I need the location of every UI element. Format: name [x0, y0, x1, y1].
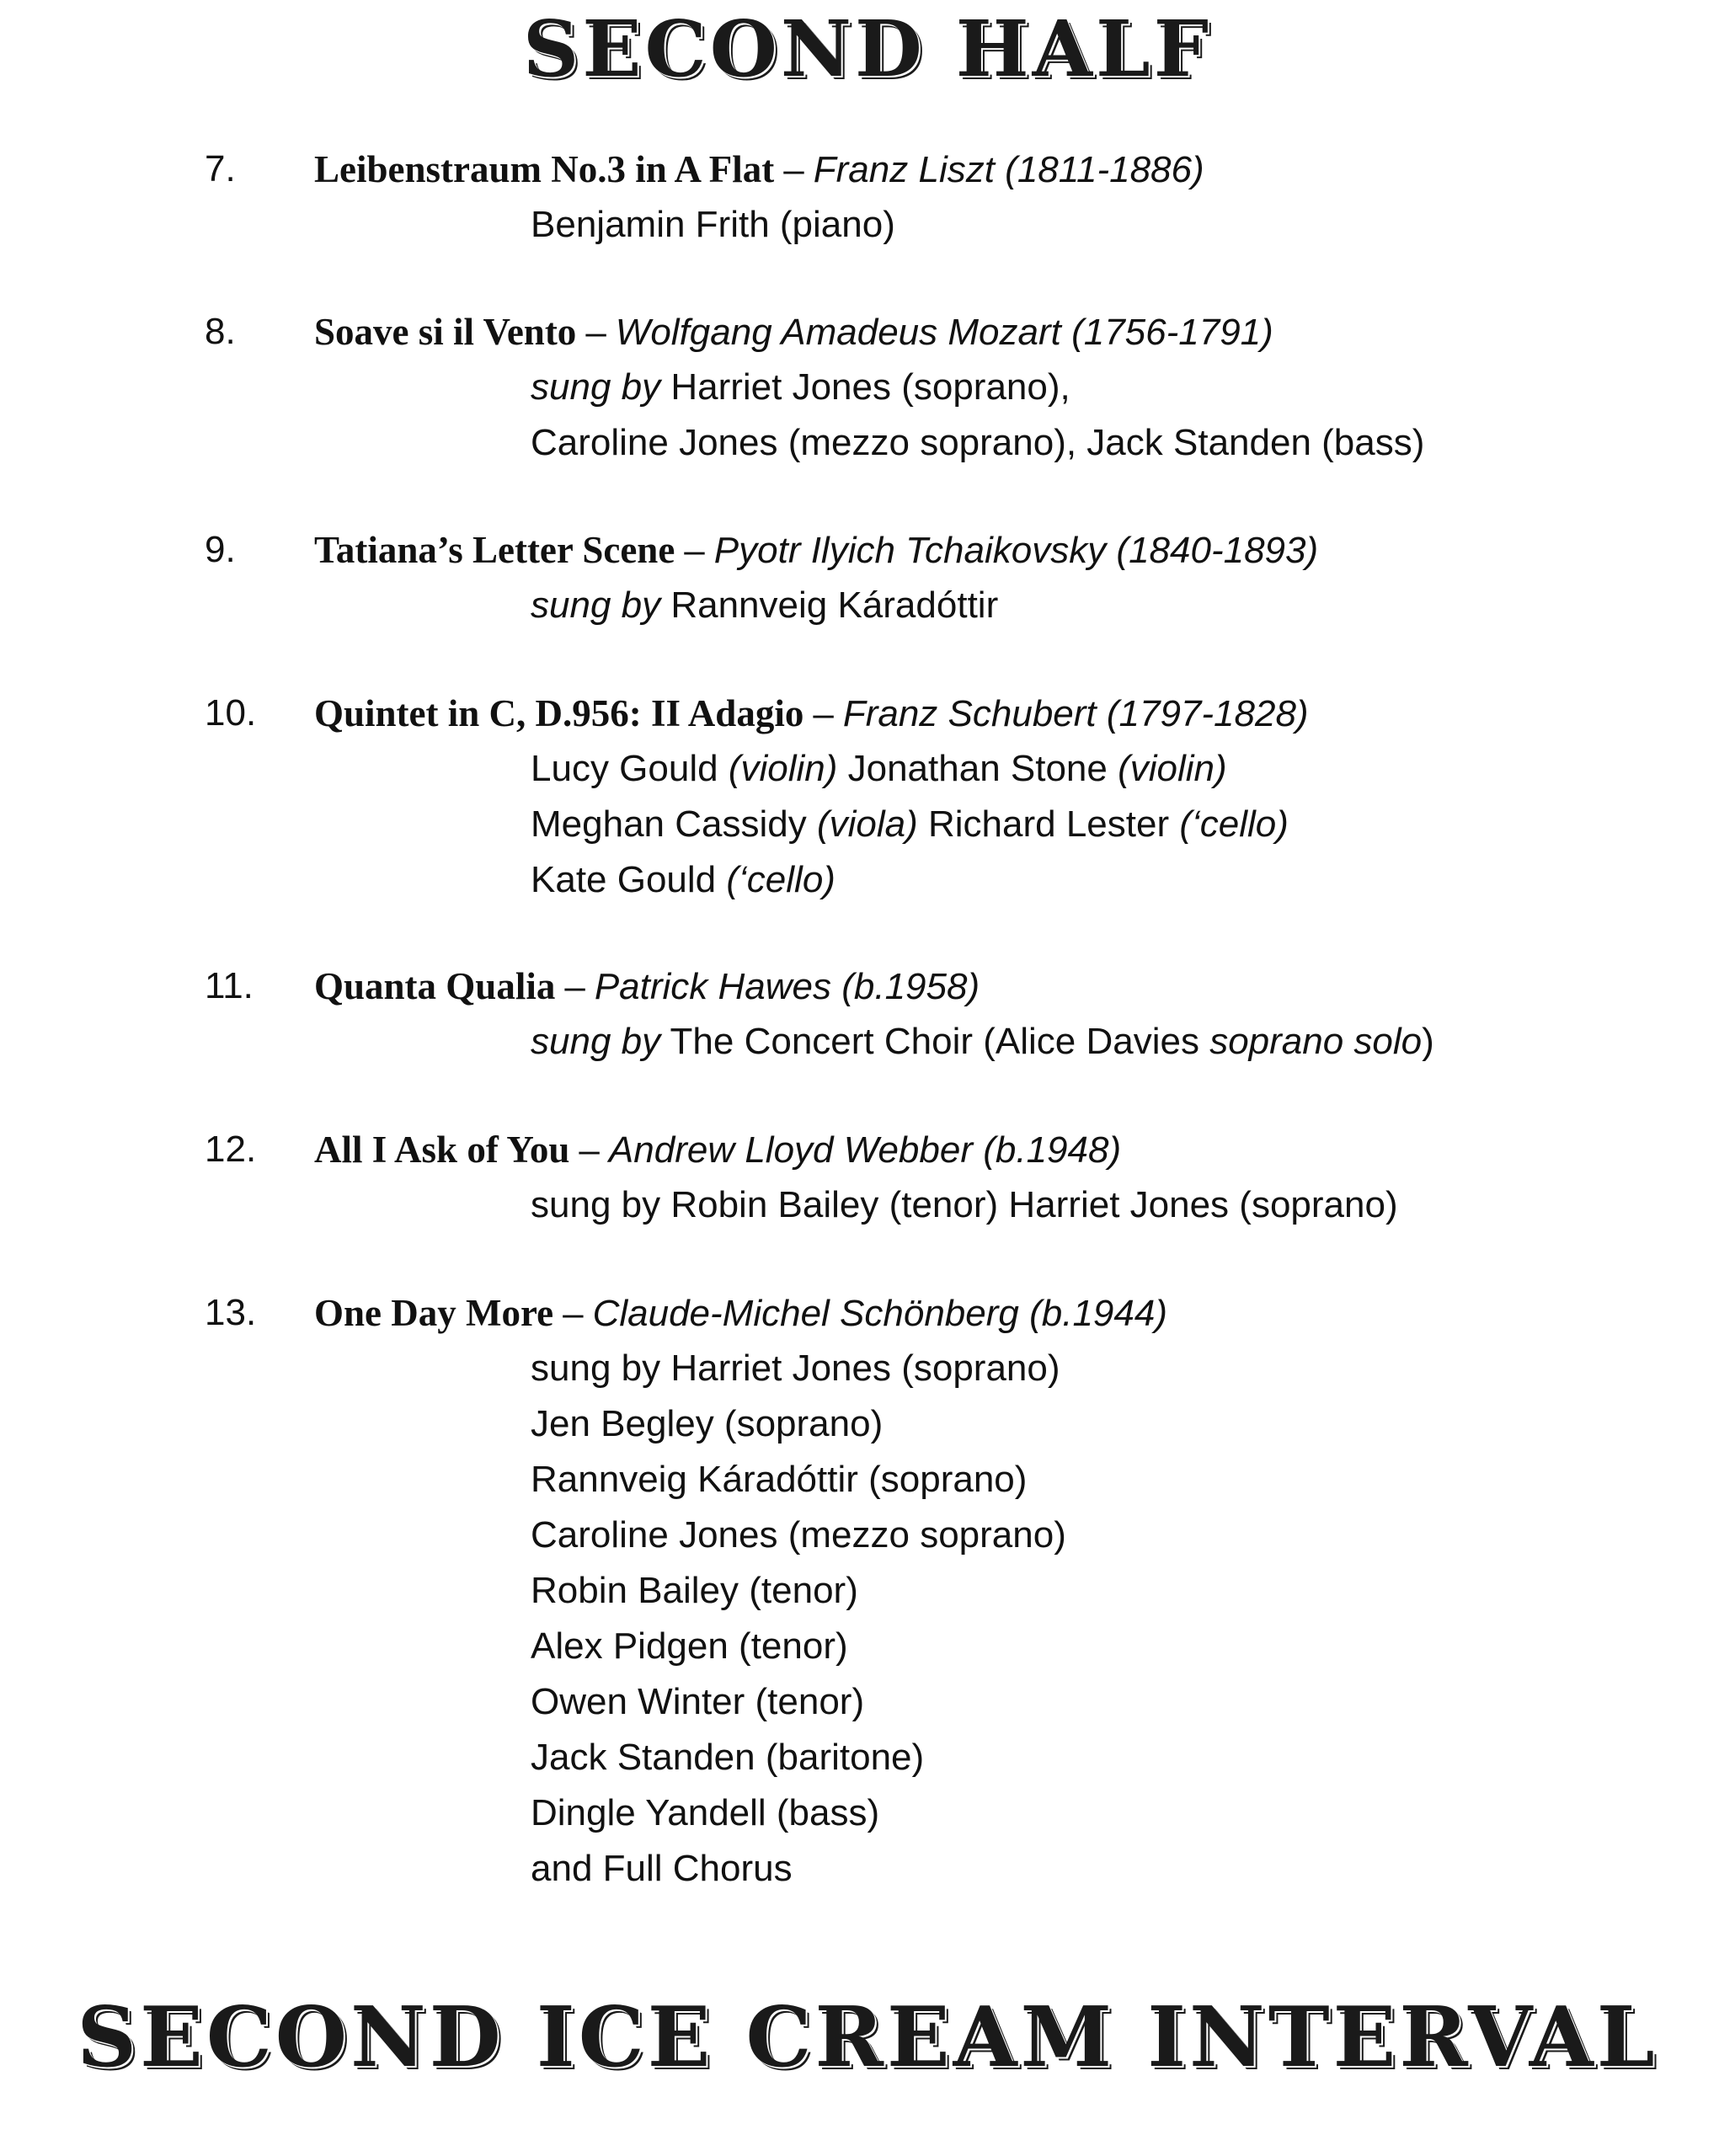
performer-text: Harriet Jones (soprano),	[660, 366, 1070, 408]
dash: –	[813, 693, 834, 734]
instrument: (viola)	[816, 803, 918, 845]
performer-line: Benjamin Frith (piano)	[531, 204, 895, 245]
performer-line	[531, 1014, 1434, 1070]
item-number: 9.	[205, 529, 236, 570]
piece-title: Tatiana’s Letter Scene	[314, 529, 675, 571]
item-number: 11.	[205, 965, 254, 1006]
item-number: 10.	[205, 692, 257, 734]
composer: Claude-Michel Schönberg (b.1944)	[592, 1293, 1167, 1334]
performer-line	[531, 578, 998, 633]
piece-title: All I Ask of You	[314, 1129, 570, 1171]
sung-by-label: sung by	[531, 584, 661, 626]
dash: –	[684, 530, 705, 571]
piece-title: Soave si il Vento	[314, 311, 577, 353]
composer: Franz Schubert (1797-1828)	[842, 693, 1309, 734]
performer-line: Alex Pidgen (tenor)	[531, 1625, 848, 1667]
performer-name: Kate Gould	[531, 859, 727, 900]
item-heading	[314, 686, 1309, 742]
item-number: 12.	[205, 1129, 257, 1170]
performer-line: Caroline Jones (mezzo soprano), Jack Standen (bass)	[531, 422, 1425, 463]
item-heading	[314, 141, 1204, 198]
dash: –	[783, 149, 804, 190]
performer-line: sung by Harriet Jones (soprano)	[531, 1348, 1060, 1389]
performer-line: Robin Bailey (tenor)	[531, 1570, 858, 1611]
piece-title: Quanta Qualia	[314, 965, 556, 1007]
instrument: (‘cello)	[1179, 803, 1289, 845]
instrument: (violin)	[728, 748, 838, 789]
performer-name: Lucy Gould	[531, 748, 729, 789]
instrument: (‘cello)	[726, 859, 835, 900]
item-heading	[314, 1122, 1121, 1178]
interval-heading: SECOND ICE CREAM INTERVAL	[77, 1989, 1658, 2086]
instrument: (violin)	[1118, 748, 1227, 789]
performer-line: Caroline Jones (mezzo soprano)	[531, 1514, 1066, 1556]
item-heading	[314, 958, 980, 1015]
performer-line	[531, 741, 1227, 797]
sung-by-label: sung by	[531, 1021, 661, 1062]
performer-line: Owen Winter (tenor)	[531, 1681, 865, 1722]
piece-title: Leibenstraum No.3 in A Flat	[314, 148, 775, 190]
item-heading	[314, 522, 1318, 579]
item-number: 8.	[205, 311, 236, 352]
performer-line: and Full Chorus	[531, 1848, 793, 1889]
solo-label: soprano solo	[1209, 1021, 1423, 1062]
item-heading	[314, 1285, 1167, 1342]
item-number: 13.	[205, 1292, 257, 1333]
performer-line: sung by Robin Bailey (tenor) Harriet Jones (soprano)	[531, 1184, 1398, 1225]
dash: –	[564, 966, 585, 1007]
performer-line	[531, 797, 1289, 852]
dash: –	[579, 1129, 600, 1171]
item-number: 7.	[205, 148, 236, 189]
piece-title: One Day More	[314, 1292, 554, 1334]
performer-text: Rannveig Káradóttir	[660, 584, 999, 626]
composer: Pyotr Ilyich Tchaikovsky (1840-1893)	[713, 530, 1319, 571]
performer-text: The Concert Choir (Alice Davies	[660, 1021, 1210, 1062]
performer-name: Meghan Cassidy	[531, 803, 817, 845]
sung-by-label: sung by	[531, 366, 661, 408]
performer-line: Jack Standen (baritone)	[531, 1737, 925, 1778]
composer: Patrick Hawes (b.1958)	[594, 966, 980, 1007]
item-heading	[314, 304, 1273, 360]
performer-line	[531, 360, 1070, 415]
performer-text: )	[1422, 1021, 1434, 1062]
dash: –	[585, 312, 606, 353]
composer: Franz Liszt (1811-1886)	[813, 149, 1204, 190]
composer: Wolfgang Amadeus Mozart (1756-1791)	[615, 312, 1273, 353]
performer-line: Jen Begley (soprano)	[531, 1403, 884, 1444]
performer-line	[531, 852, 835, 908]
performer-line: Dingle Yandell (bass)	[531, 1792, 880, 1833]
piece-title: Quintet in C, D.956: II Adagio	[314, 692, 804, 734]
composer: Andrew Lloyd Webber (b.1948)	[608, 1129, 1122, 1171]
dash: –	[563, 1293, 584, 1334]
performer-line: Rannveig Káradóttir (soprano)	[531, 1459, 1028, 1500]
performer-name: Richard Lester	[917, 803, 1180, 845]
page-title: SECOND HALF	[522, 3, 1213, 94]
performer-name: Jonathan Stone	[837, 748, 1118, 789]
